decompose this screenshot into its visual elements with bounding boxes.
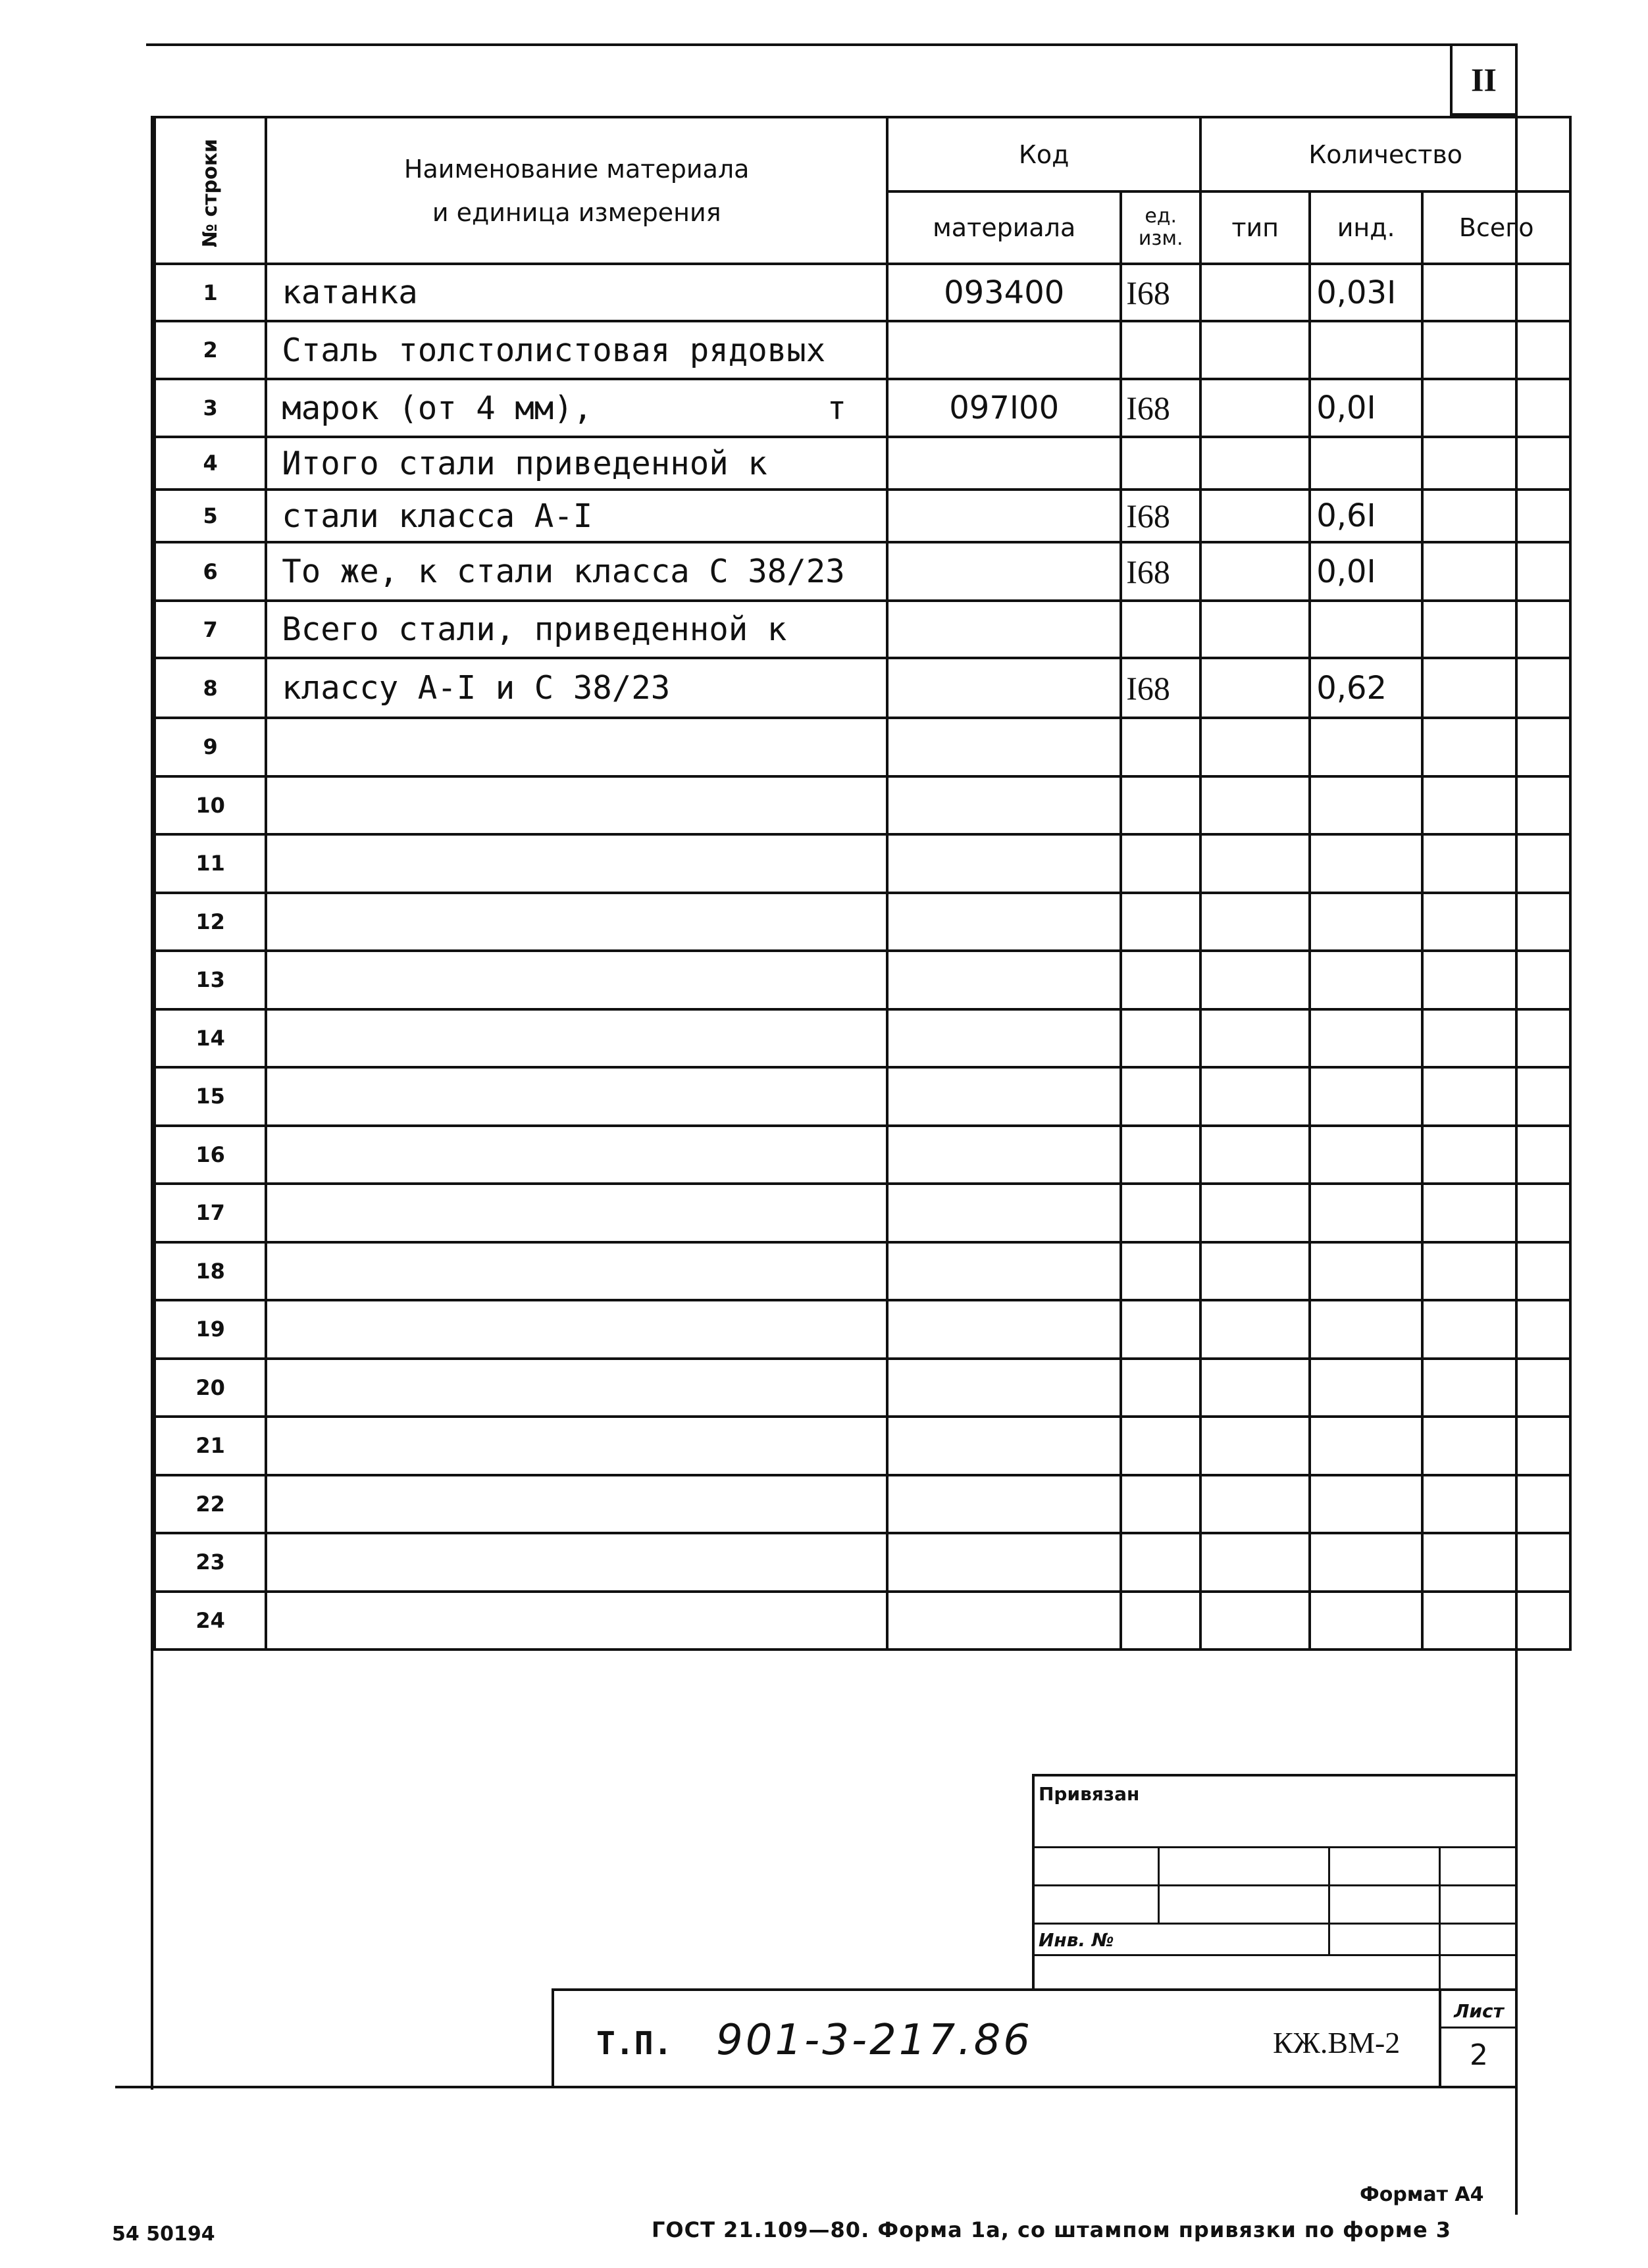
table-row [155,264,1570,321]
row-number: 20 [155,1359,266,1417]
stamp-vline-2 [1328,1846,1330,1954]
row-total [1422,1067,1570,1126]
gost-note: ГОСТ 21.109—80. Форма 1а, со штампом привязки по форме 3 [652,2217,1452,2242]
row-code [887,1184,1121,1242]
row-name: Итого стали приведенной к [266,437,887,490]
row-name: стали класса А-I [266,490,887,542]
row-ind [1310,834,1422,893]
table-row [155,951,1570,1009]
row-ind [1310,1359,1422,1417]
row-name: классу А-I и С 38/23 [266,658,887,718]
row-ind [1310,1067,1422,1126]
table-row [155,490,1570,542]
row-unit-suffix: т [827,389,847,427]
footer-left-code: 54 50194 [112,2223,215,2246]
row-name: катанка [266,264,887,321]
row-total [1422,1242,1570,1301]
row-name [266,834,887,893]
row-type [1200,776,1310,835]
row-type [1200,490,1310,542]
row-total [1422,776,1570,835]
row-number: 5 [155,490,266,542]
header-unit [1121,191,1200,264]
row-name [266,1592,887,1650]
sheet-label: Лист [1454,2000,1504,2022]
row-ind [1310,601,1422,658]
row-ind [1310,951,1422,1009]
table-row [155,658,1570,718]
table-row [155,1126,1570,1184]
row-unit: I68 [1121,379,1200,437]
header-unit-line2: изм. [1138,227,1183,250]
frame-top-line [146,43,1518,46]
title-sheet-hline [1439,2027,1515,2029]
row-name [266,1067,887,1126]
stamp-vline-3 [1439,1846,1441,1994]
row-name [266,1300,887,1359]
row-ind [1310,1009,1422,1068]
row-code [887,1300,1121,1359]
row-total [1422,490,1570,542]
row-total [1422,718,1570,776]
row-name [266,1184,887,1242]
row-total [1422,601,1570,658]
row-code [887,490,1121,542]
row-number: 12 [155,893,266,951]
row-code [887,1592,1121,1650]
table-row [155,321,1570,379]
row-unit: I68 [1121,490,1200,542]
row-type [1200,658,1310,718]
table-row [155,1300,1570,1359]
row-total [1422,893,1570,951]
row-number: 9 [155,718,266,776]
table-row [155,1359,1570,1417]
header-material: материала [887,191,1121,264]
title-sheet-vline [1439,1991,1441,2086]
row-unit [1121,1242,1200,1301]
row-total [1422,321,1570,379]
row-name [266,379,887,437]
row-number: 10 [155,776,266,835]
row-ind [1310,718,1422,776]
row-number: 21 [155,1417,266,1475]
row-code: 093400 [887,264,1121,321]
sheet-number: II [1471,61,1497,98]
row-code [887,1417,1121,1475]
table-body [155,264,1570,1650]
row-total [1422,1533,1570,1592]
row-total [1422,834,1570,893]
row-ind [1310,437,1422,490]
format-label: Формат А4 [1360,2183,1484,2206]
row-total [1422,1300,1570,1359]
row-number: 17 [155,1184,266,1242]
row-type [1200,1242,1310,1301]
header-name-line2: и единица измерения [432,197,721,227]
row-type [1200,542,1310,601]
table-row [155,834,1570,893]
header-ind: инд. [1310,191,1422,264]
row-ind: 0,0I [1310,542,1422,601]
header-unit-line1: ед. [1145,205,1177,228]
row-unit [1121,1533,1200,1592]
row-code [887,1533,1121,1592]
row-code [887,658,1121,718]
row-name-text: марок (от 4 мм), [282,389,593,427]
row-code [887,437,1121,490]
row-unit [1121,893,1200,951]
row-unit [1121,1417,1200,1475]
table-row [155,1417,1570,1475]
table-row [155,1475,1570,1534]
row-number: 14 [155,1009,266,1068]
row-number: 11 [155,834,266,893]
row-unit [1121,321,1200,379]
row-ind [1310,1592,1422,1650]
row-ind [1310,1475,1422,1534]
row-unit [1121,1067,1200,1126]
row-type [1200,893,1310,951]
table-row [155,542,1570,601]
table-row [155,379,1570,437]
row-ind [1310,1126,1422,1184]
row-name: Всего стали, приведенной к [266,601,887,658]
row-ind [1310,1242,1422,1301]
header-row-no [155,117,266,264]
table-row [155,1592,1570,1650]
row-ind [1310,776,1422,835]
row-type [1200,379,1310,437]
row-unit [1121,718,1200,776]
row-number: 6 [155,542,266,601]
row-unit [1121,1184,1200,1242]
row-code [887,1067,1121,1126]
table-row [155,1009,1570,1068]
row-number: 16 [155,1126,266,1184]
stamp-hline-4 [1035,1954,1515,1956]
row-ind [1310,1417,1422,1475]
row-type [1200,1067,1310,1126]
row-total [1422,264,1570,321]
row-code: 097I00 [887,379,1121,437]
row-name [266,1242,887,1301]
header-type: тип [1200,191,1310,264]
row-ind: 0,6I [1310,490,1422,542]
row-number: 4 [155,437,266,490]
stamp-hline-1 [1035,1846,1515,1848]
row-number: 3 [155,379,266,437]
project-number: 901-3-217.86 [716,2016,1033,2065]
row-total [1422,1359,1570,1417]
row-unit [1121,834,1200,893]
table-row [155,718,1570,776]
title-block [552,1988,1515,2086]
row-type [1200,1417,1310,1475]
table-row [155,1184,1570,1242]
row-unit [1121,1126,1200,1184]
row-ind: 0,0I [1310,379,1422,437]
row-code [887,321,1121,379]
row-total [1422,542,1570,601]
table-row [155,1533,1570,1592]
frame-bottom-line [115,2086,1518,2088]
row-unit [1121,1009,1200,1068]
row-number: 18 [155,1242,266,1301]
row-code [887,834,1121,893]
row-code [887,1009,1121,1068]
row-number: 8 [155,658,266,718]
row-type [1200,1184,1310,1242]
row-type [1200,1475,1310,1534]
row-name [266,1475,887,1534]
header-row-top [155,117,1570,191]
row-name [266,1359,887,1417]
row-number: 15 [155,1067,266,1126]
row-unit [1121,1475,1200,1534]
row-code [887,893,1121,951]
row-total [1422,658,1570,718]
table-row [155,437,1570,490]
row-code [887,776,1121,835]
row-name [266,1417,887,1475]
row-total [1422,1184,1570,1242]
stamp-hline-3 [1035,1923,1515,1925]
row-type [1200,601,1310,658]
table-row [155,893,1570,951]
row-name: Сталь толстолистовая рядовых [266,321,887,379]
row-code [887,542,1121,601]
row-total [1422,951,1570,1009]
row-type [1200,718,1310,776]
row-unit [1121,1300,1200,1359]
sheet-number-box [1450,43,1515,116]
row-number: 7 [155,601,266,658]
row-type [1200,1592,1310,1650]
row-type [1200,264,1310,321]
row-number: 1 [155,264,266,321]
row-type [1200,1359,1310,1417]
row-name: То же, к стали класса С 38/23 [266,542,887,601]
row-type [1200,951,1310,1009]
table-row [155,1067,1570,1126]
header-row-no-text: № строки [199,138,222,247]
row-code [887,1126,1121,1184]
row-name [266,1126,887,1184]
row-type [1200,1126,1310,1184]
row-unit [1121,951,1200,1009]
row-total [1422,1009,1570,1068]
row-name [266,776,887,835]
table-row [155,601,1570,658]
row-number: 24 [155,1592,266,1650]
row-total [1422,437,1570,490]
row-total [1422,1417,1570,1475]
row-ind [1310,893,1422,951]
materials-table [153,116,1572,1651]
row-unit [1121,1592,1200,1650]
row-type [1200,834,1310,893]
row-total [1422,1592,1570,1650]
row-ind [1310,1533,1422,1592]
header-total: Всего [1422,191,1570,264]
row-unit: I68 [1121,542,1200,601]
stamp-vline-1 [1158,1846,1160,1923]
row-code [887,718,1121,776]
row-code [887,1475,1121,1534]
inv-label: Инв. № [1039,1929,1114,1951]
row-number: 22 [155,1475,266,1534]
row-code [887,951,1121,1009]
row-unit [1121,601,1200,658]
row-number: 19 [155,1300,266,1359]
row-number: 2 [155,321,266,379]
table-row [155,1242,1570,1301]
attachment-stamp [1032,1774,1515,1991]
row-ind: 0,03I [1310,264,1422,321]
row-name [266,718,887,776]
row-name [266,893,887,951]
header-qty-group: Количество [1200,117,1570,191]
row-unit [1121,776,1200,835]
row-name [266,951,887,1009]
row-total [1422,379,1570,437]
attached-label: Привязан [1039,1783,1140,1805]
row-type [1200,1009,1310,1068]
row-unit: I68 [1121,658,1200,718]
row-code [887,601,1121,658]
table-row [155,776,1570,835]
header-code-group: Код [887,117,1200,191]
row-name [266,1533,887,1592]
project-prefix: Т.П. [596,2025,673,2062]
row-code [887,1359,1121,1417]
row-name [266,1009,887,1068]
row-unit [1121,437,1200,490]
sheet-value: 2 [1470,2038,1488,2072]
row-type [1200,1533,1310,1592]
row-ind: 0,62 [1310,658,1422,718]
header-name-line1: Наименование материала [403,154,750,184]
stamp-hline-2 [1035,1884,1515,1886]
row-number: 13 [155,951,266,1009]
row-unit [1121,1359,1200,1417]
row-number: 23 [155,1533,266,1592]
row-ind [1310,1300,1422,1359]
row-type [1200,1300,1310,1359]
row-unit: I68 [1121,264,1200,321]
row-ind [1310,1184,1422,1242]
header-name [266,117,887,264]
row-type [1200,437,1310,490]
row-total [1422,1475,1570,1534]
row-total [1422,1126,1570,1184]
doc-code: КЖ.ВМ-2 [1273,2026,1401,2059]
row-ind [1310,321,1422,379]
row-type [1200,321,1310,379]
row-code [887,1242,1121,1301]
